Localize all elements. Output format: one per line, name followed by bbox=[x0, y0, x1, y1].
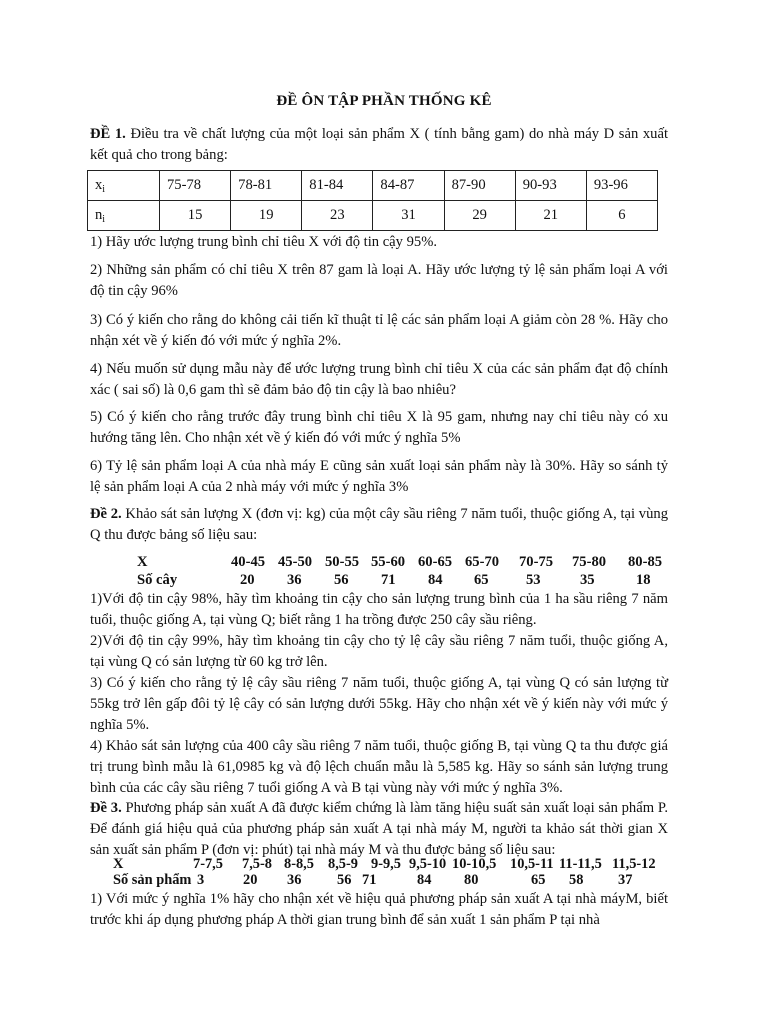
de1-count: 31 bbox=[373, 201, 444, 231]
de3-count: 71 bbox=[362, 872, 377, 888]
de3-question-1: 1) Với mức ý nghĩa 1% hãy cho nhận xét về hiệu quả phương pháp sản xuất A tại nhà máyM, biết trước khi áp dụng phương pháp A thời gian trung bình để sản xuất 1 sản phẩm P tại nhà bbox=[90, 891, 668, 928]
de3-interval: 10,5-11 bbox=[510, 856, 554, 872]
de3-interval: 9-9,5 bbox=[371, 856, 401, 872]
de3-heading: Đề 3. bbox=[90, 800, 122, 816]
de1-count: 21 bbox=[515, 201, 586, 231]
de1-question-6: 6) Tỷ lệ sản phẩm loại A của nhà máy E cũng sản xuất loại sản phẩm này là 30%. Hãy so sánh tỷ lệ sản phẩm loại A của 2 nhà máy với mức ý nghĩa 3% bbox=[90, 458, 668, 495]
de1-count: 6 bbox=[586, 201, 657, 231]
de2-intro-text: Khảo sát sản lượng X (đơn vị: kg) của một cây sầu riêng 7 năm tuổi, thuộc giống A, tại vùng Q thu được bảng số liệu sau: bbox=[90, 506, 668, 543]
de2-interval: 50-55 bbox=[325, 554, 360, 570]
de1-question-2: 2) Những sản phẩm có chỉ tiêu X trên 87 gam là loại A. Hãy ước lượng tỷ lệ sản phẩm loại A với độ tin cậy 96% bbox=[90, 262, 668, 299]
de2-count-row bbox=[137, 571, 677, 589]
de3-count: 3 bbox=[197, 872, 205, 888]
de3-interval: 8-8,5 bbox=[284, 856, 314, 872]
de2-question-4: 4) Khảo sát sản lượng của 400 cây sầu riêng 7 năm tuổi, thuộc giống B, tại vùng Q ta thu được giá trị trung bình mẫu là 61,0985 kg và độ lệch chuẩn mẫu là 5,585 kg. Hãy so sánh sản lượng trung bình của các cây sầu riêng 7 tuổi giống A và B tại vùng này với mức ý nghĩa 3%. bbox=[90, 738, 668, 796]
de1-interval: 81-84 bbox=[302, 171, 373, 201]
de2-count: 71 bbox=[381, 572, 396, 588]
de3-intro bbox=[90, 798, 668, 861]
de1-count: 15 bbox=[160, 201, 231, 231]
de2-count: 53 bbox=[526, 572, 541, 588]
de1-interval: 93-96 bbox=[586, 171, 657, 201]
de3-count: 58 bbox=[569, 872, 584, 888]
de2-heading: Đề 2. bbox=[90, 506, 122, 522]
de3-interval: 10-10,5 bbox=[452, 856, 497, 872]
de3-interval: 9,5-10 bbox=[409, 856, 447, 872]
de1-question-3: 3) Có ý kiến cho rằng do không cải tiến kĩ thuật tỉ lệ các sản phẩm loại A giảm còn 28 %. Hãy cho nhận xét về ý kiến đó với mức ý nghĩa 2%. bbox=[90, 312, 668, 349]
de2-interval: 40-45 bbox=[231, 554, 266, 570]
de1-question-4: 4) Nếu muốn sử dụng mẫu này để ước lượng trung bình chỉ tiêu X của các sản phẩm đạt độ chính xác ( sai số) là 0,6 gam thì sẽ đảm bảo độ tin cậy là bao nhiêu? bbox=[90, 361, 668, 398]
de1-interval: 78-81 bbox=[231, 171, 302, 201]
de1-question-5: 5) Có ý kiến cho rằng trước đây trung bình chỉ tiêu X là 95 gam, nhưng nay chỉ tiêu này có xu hướng tăng lên. Cho nhận xét về ý kiến đó với mức ý nghĩa 5% bbox=[90, 409, 668, 446]
de3-x-label: X bbox=[113, 856, 124, 872]
de2-x-row bbox=[137, 553, 677, 571]
de1-intro-text: Điều tra về chất lượng của một loại sản phẩm X ( tính bằng gam) do nhà máy D sản xuất kết quả cho trong bảng: bbox=[90, 126, 668, 163]
de3-interval: 7,5-8 bbox=[242, 856, 272, 872]
de1-count: 23 bbox=[302, 201, 373, 231]
de2-interval: 80-85 bbox=[628, 554, 663, 570]
de3-count: 56 bbox=[337, 872, 352, 888]
de2-question-1: 1)Với độ tin cậy 98%, hãy tìm khoảng tin cậy cho sản lượng trung bình của 1 ha sầu riêng 7 năm tuổi, thuộc giống A, tại vùng Q; biết rằng 1 ha trồng được 250 cây sầu riêng. bbox=[90, 591, 668, 628]
de3-count: 37 bbox=[618, 872, 633, 888]
de2-question-2: 2)Với độ tin cậy 99%, hãy tìm khoảng tin cậy cho tỷ lệ cây sầu riêng 7 năm tuổi, thuộc giống A, tại vùng Q có sản lượng từ 60 kg trở lên. bbox=[90, 633, 668, 670]
de3-interval: 11-11,5 bbox=[559, 856, 602, 872]
de3-x-row bbox=[113, 856, 673, 872]
de2-count: 84 bbox=[428, 572, 443, 588]
de2-count: 56 bbox=[334, 572, 349, 588]
de1-interval: 90-93 bbox=[515, 171, 586, 201]
de3-table bbox=[113, 856, 673, 888]
de3-intro-text: Phương pháp sản xuất A đã được kiểm chứng là làm tăng hiệu suất sản xuất loại sản phẩm P. Để đánh giá hiệu quả của phương pháp sản xuất A tại nhà máy M, người ta khảo sát thời gian X sản xuất sản phẩm P (đơn vị: phút) tại nhà máy M và thu được bảng số liệu sau: bbox=[90, 800, 668, 858]
de3-count: 20 bbox=[243, 872, 258, 888]
de2-count: 20 bbox=[240, 572, 255, 588]
de1-table-ni-label: $n_i$ bbox=[88, 201, 160, 231]
de2-intro bbox=[90, 504, 668, 546]
de1-heading: ĐỀ 1. bbox=[90, 126, 126, 142]
de1-interval: 75-78 bbox=[160, 171, 231, 201]
de2-interval: 60-65 bbox=[418, 554, 453, 570]
de2-count: 18 bbox=[636, 572, 651, 588]
de2-count: 65 bbox=[474, 572, 489, 588]
de3-interval: 11,5-12 bbox=[612, 856, 656, 872]
de2-x-label: X bbox=[137, 554, 148, 570]
de1-question-1: 1) Hãy ước lượng trung bình chỉ tiêu X với độ tin cậy 95%. bbox=[90, 234, 438, 250]
de2-count-label: Số cây bbox=[137, 572, 178, 588]
de2-interval: 75-80 bbox=[572, 554, 607, 570]
de3-count: 80 bbox=[464, 872, 479, 888]
de1-intro bbox=[90, 124, 668, 166]
de1-count: 19 bbox=[231, 201, 302, 231]
document-title: ĐỀ ÔN TẬP PHẦN THỐNG KÊ bbox=[276, 93, 492, 109]
de1-interval: 84-87 bbox=[373, 171, 444, 201]
de2-question-3: 3) Có ý kiến cho rằng tỷ lệ cây sầu riêng 7 năm tuổi, thuộc giống A, tại vùng Q có sản lượng từ 55kg trở lên gấp đôi tỷ lệ cây có sản lượng dưới 55kg. Hãy cho nhận xét về ý kiến này với mức ý nghĩa 5%. bbox=[90, 675, 668, 733]
de2-interval: 65-70 bbox=[465, 554, 500, 570]
de2-interval: 55-60 bbox=[371, 554, 406, 570]
de3-count-row bbox=[113, 872, 673, 888]
de2-count: 36 bbox=[287, 572, 302, 588]
de3-count-label: Số sản phẩm bbox=[113, 872, 192, 888]
de1-count: 29 bbox=[444, 201, 515, 231]
de3-interval: 7-7,5 bbox=[193, 856, 223, 872]
de1-table-xi-label: $x_i$ bbox=[88, 171, 160, 201]
de1-table bbox=[87, 170, 658, 231]
de2-interval: 45-50 bbox=[278, 554, 313, 570]
de3-count: 36 bbox=[287, 872, 302, 888]
de3-count: 65 bbox=[531, 872, 546, 888]
de1-interval: 87-90 bbox=[444, 171, 515, 201]
de2-table bbox=[137, 553, 677, 589]
de2-count: 35 bbox=[580, 572, 595, 588]
de3-count: 84 bbox=[417, 872, 432, 888]
de2-interval: 70-75 bbox=[519, 554, 554, 570]
de3-interval: 8,5-9 bbox=[328, 856, 358, 872]
